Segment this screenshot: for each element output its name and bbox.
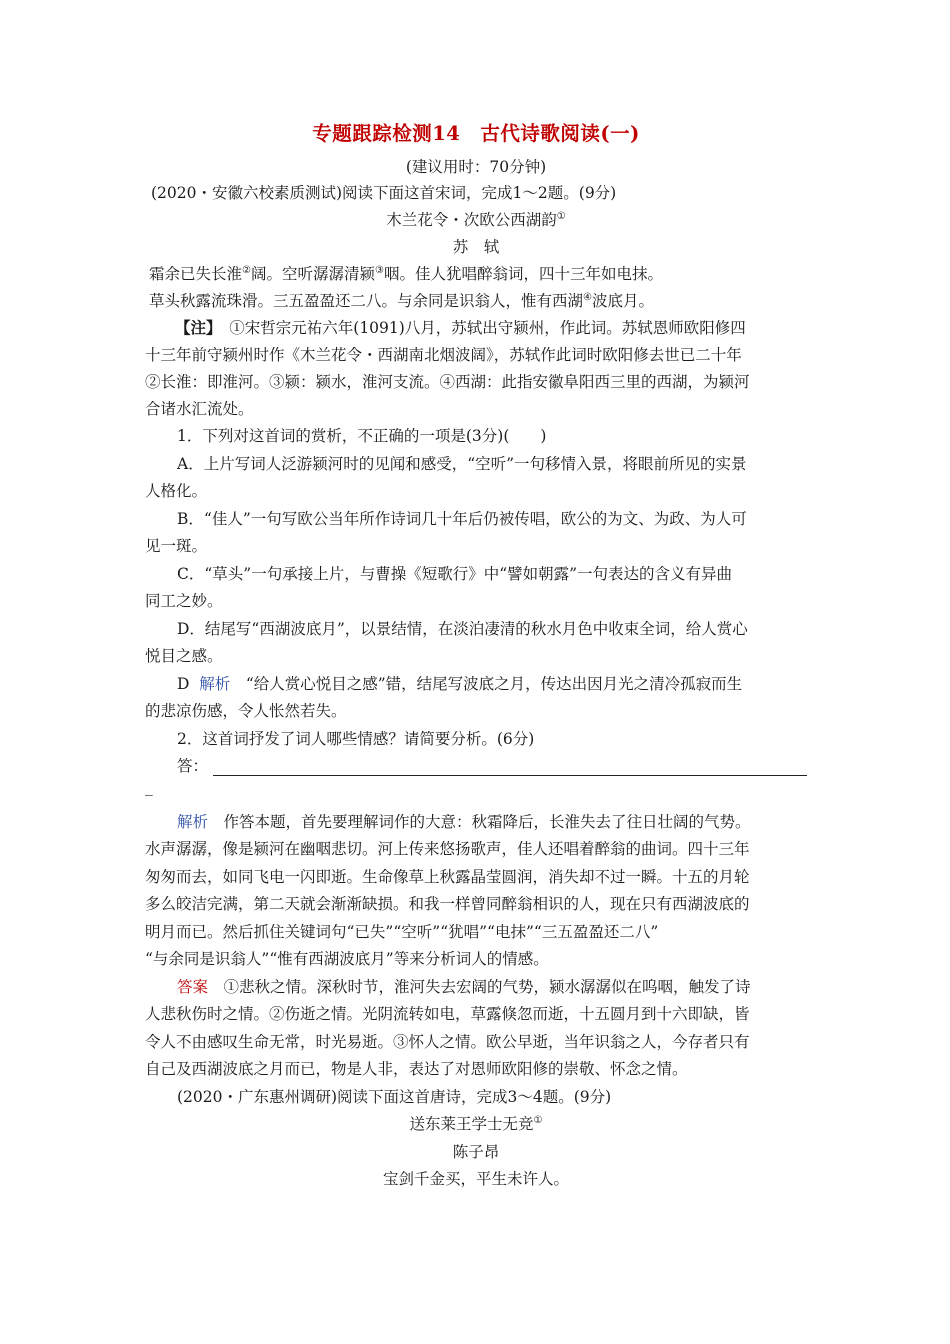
answer-1-letter: D xyxy=(177,675,190,693)
poem1-author: 苏 轼 xyxy=(452,238,500,256)
page-title: 专题跟踪检测14 古代诗歌阅读(一) xyxy=(312,122,640,145)
poem1-line-2: 草头秋露流珠滑。三五盈盈还二八。与余同是识翁人，惟有西湖④波底月。 xyxy=(149,291,654,310)
question-1: 1．下列对这首词的赏析，不正确的一项是(3分)( ) xyxy=(177,427,547,445)
note-line-1: 【注】 ①宋哲宗元祐六年(1091)八月，苏轼出守颍州，作此词。苏轼恩师欧阳修四 xyxy=(175,318,746,337)
explanation-line-5: 明月而已。然后抓住关键词句“已失”“空听”“犹唱”“电抹”“三五盈盈还二八” xyxy=(145,923,659,941)
analysis-tag: 解析 xyxy=(199,675,231,693)
option-c-line-1: C．“草头”一句承接上片，与曹操《短歌行》中“譬如朝露”一句表达的含义有异曲 xyxy=(177,565,733,583)
answer-2-line-1: 答案 ①悲秋之情。深秋时节，淮河失去宏阔的气势，颍水潺潺似在呜咽，触发了诗 xyxy=(177,978,751,996)
option-a-line-2: 人格化。 xyxy=(145,482,208,500)
poem1-title: 木兰花令・次欧公西湖韵① xyxy=(386,210,566,229)
option-d-line-1: D．结尾写“西湖波底月”，以景结情，在淡泊凄清的秋水月色中收束全词，给人赏心 xyxy=(177,620,748,638)
note-line-3: ②长淮：即淮河。③颍：颍水，淮河支流。④西湖：此指安徽阜阳西三里的西湖，为颍河 xyxy=(145,373,750,391)
time-hint: (建议用时：70分钟) xyxy=(405,158,547,176)
answer-blank-line xyxy=(213,775,807,776)
explanation-line-2: 水声潺潺，像是颍河在幽咽悲切。河上传来悠扬歌声，佳人还唱着醉翁的曲词。四十三年 xyxy=(145,840,750,858)
section1-intro: (2020・安徽六校素质测试)阅读下面这首宋词，完成1～2题。(9分) xyxy=(151,184,617,202)
explanation-line-3: 匆匆而去，如同飞电一闪即逝。生命像草上秋露晶莹圆润，消失却不过一瞬。十五的月轮 xyxy=(145,868,750,886)
answer-1-line-1: D 解析 “给人赏心悦目之感”错，结尾写波底之月，传达出因月光之清冷孤寂而生 xyxy=(177,675,743,693)
option-b-line-1: B．“佳人”一句写欧公当年所作诗词几十年后仍被传唱，欧公的为文、为政、为人可 xyxy=(177,510,747,528)
answer-tag: 答案 xyxy=(177,978,209,996)
note-line-4: 合诸水汇流处。 xyxy=(145,400,254,418)
footnote-mark: ① xyxy=(556,210,566,222)
answer-1-line-2: 的悲凉伤感，令人怅然若失。 xyxy=(145,702,347,720)
poem2-line-1: 宝剑千金买，平生未许人。 xyxy=(382,1170,569,1188)
explanation-line-6: “与余同是识翁人”“惟有西湖波底月”等来分析词人的情感。 xyxy=(145,950,549,968)
section2-intro: (2020・广东惠州调研)阅读下面这首唐诗，完成3～4题。(9分) xyxy=(177,1088,612,1106)
option-d-line-2: 悦目之感。 xyxy=(145,647,223,665)
note-line-2: 十三年前守颍州时作《木兰花令・西湖南北烟波阔》，苏轼作此词时欧阳修去世已二十年 xyxy=(145,346,742,364)
answer-2-line-3: 令人不由感叹生命无常，时光易逝。③怀人之情。欧公早逝，当年识翁之人，今存者只有 xyxy=(145,1033,750,1051)
poem1-line-1: 霜余已失长淮②阔。空听潺潺清颍③咽。佳人犹唱醉翁词，四十三年如电抹。 xyxy=(149,264,663,283)
footnote-mark: ① xyxy=(533,1114,543,1126)
explanation-line-4: 多么皎洁完满，第二天就会渐渐缺损。和我一样曾同醉翁相识的人，现在只有西湖波底的 xyxy=(145,895,750,913)
answer-blank-trail: _ xyxy=(145,778,153,796)
option-b-line-2: 见一斑。 xyxy=(145,537,208,555)
answer-label: 答： xyxy=(177,757,209,775)
explanation-tag: 解析 xyxy=(177,813,209,831)
note-label: 【注】 xyxy=(175,318,214,337)
poem2-author: 陈子昂 xyxy=(452,1143,500,1161)
explanation-line-1: 解析 作答本题，首先要理解词作的大意：秋霜降后，长淮失去了往日壮阔的气势。 xyxy=(177,813,751,831)
poem2-title: 送东莱王学士无竞① xyxy=(409,1114,543,1133)
answer-2-line-2: 人悲秋伤时之情。②伤逝之情。光阴流转如电，草露倏忽而逝，十五圆月到十六即缺，皆 xyxy=(145,1005,750,1023)
answer-2-line-4: 自己及西湖波底之月而已，物是人非，表达了对恩师欧阳修的崇敬、怀念之情。 xyxy=(145,1060,688,1078)
question-2: 2．这首词抒发了词人哪些情感？请简要分析。(6分) xyxy=(177,730,535,748)
option-c-line-2: 同工之妙。 xyxy=(145,592,223,610)
option-a-line-1: A．上片写词人泛游颍河时的见闻和感受，“空听”一句移情入景，将眼前所见的实景 xyxy=(177,455,747,473)
